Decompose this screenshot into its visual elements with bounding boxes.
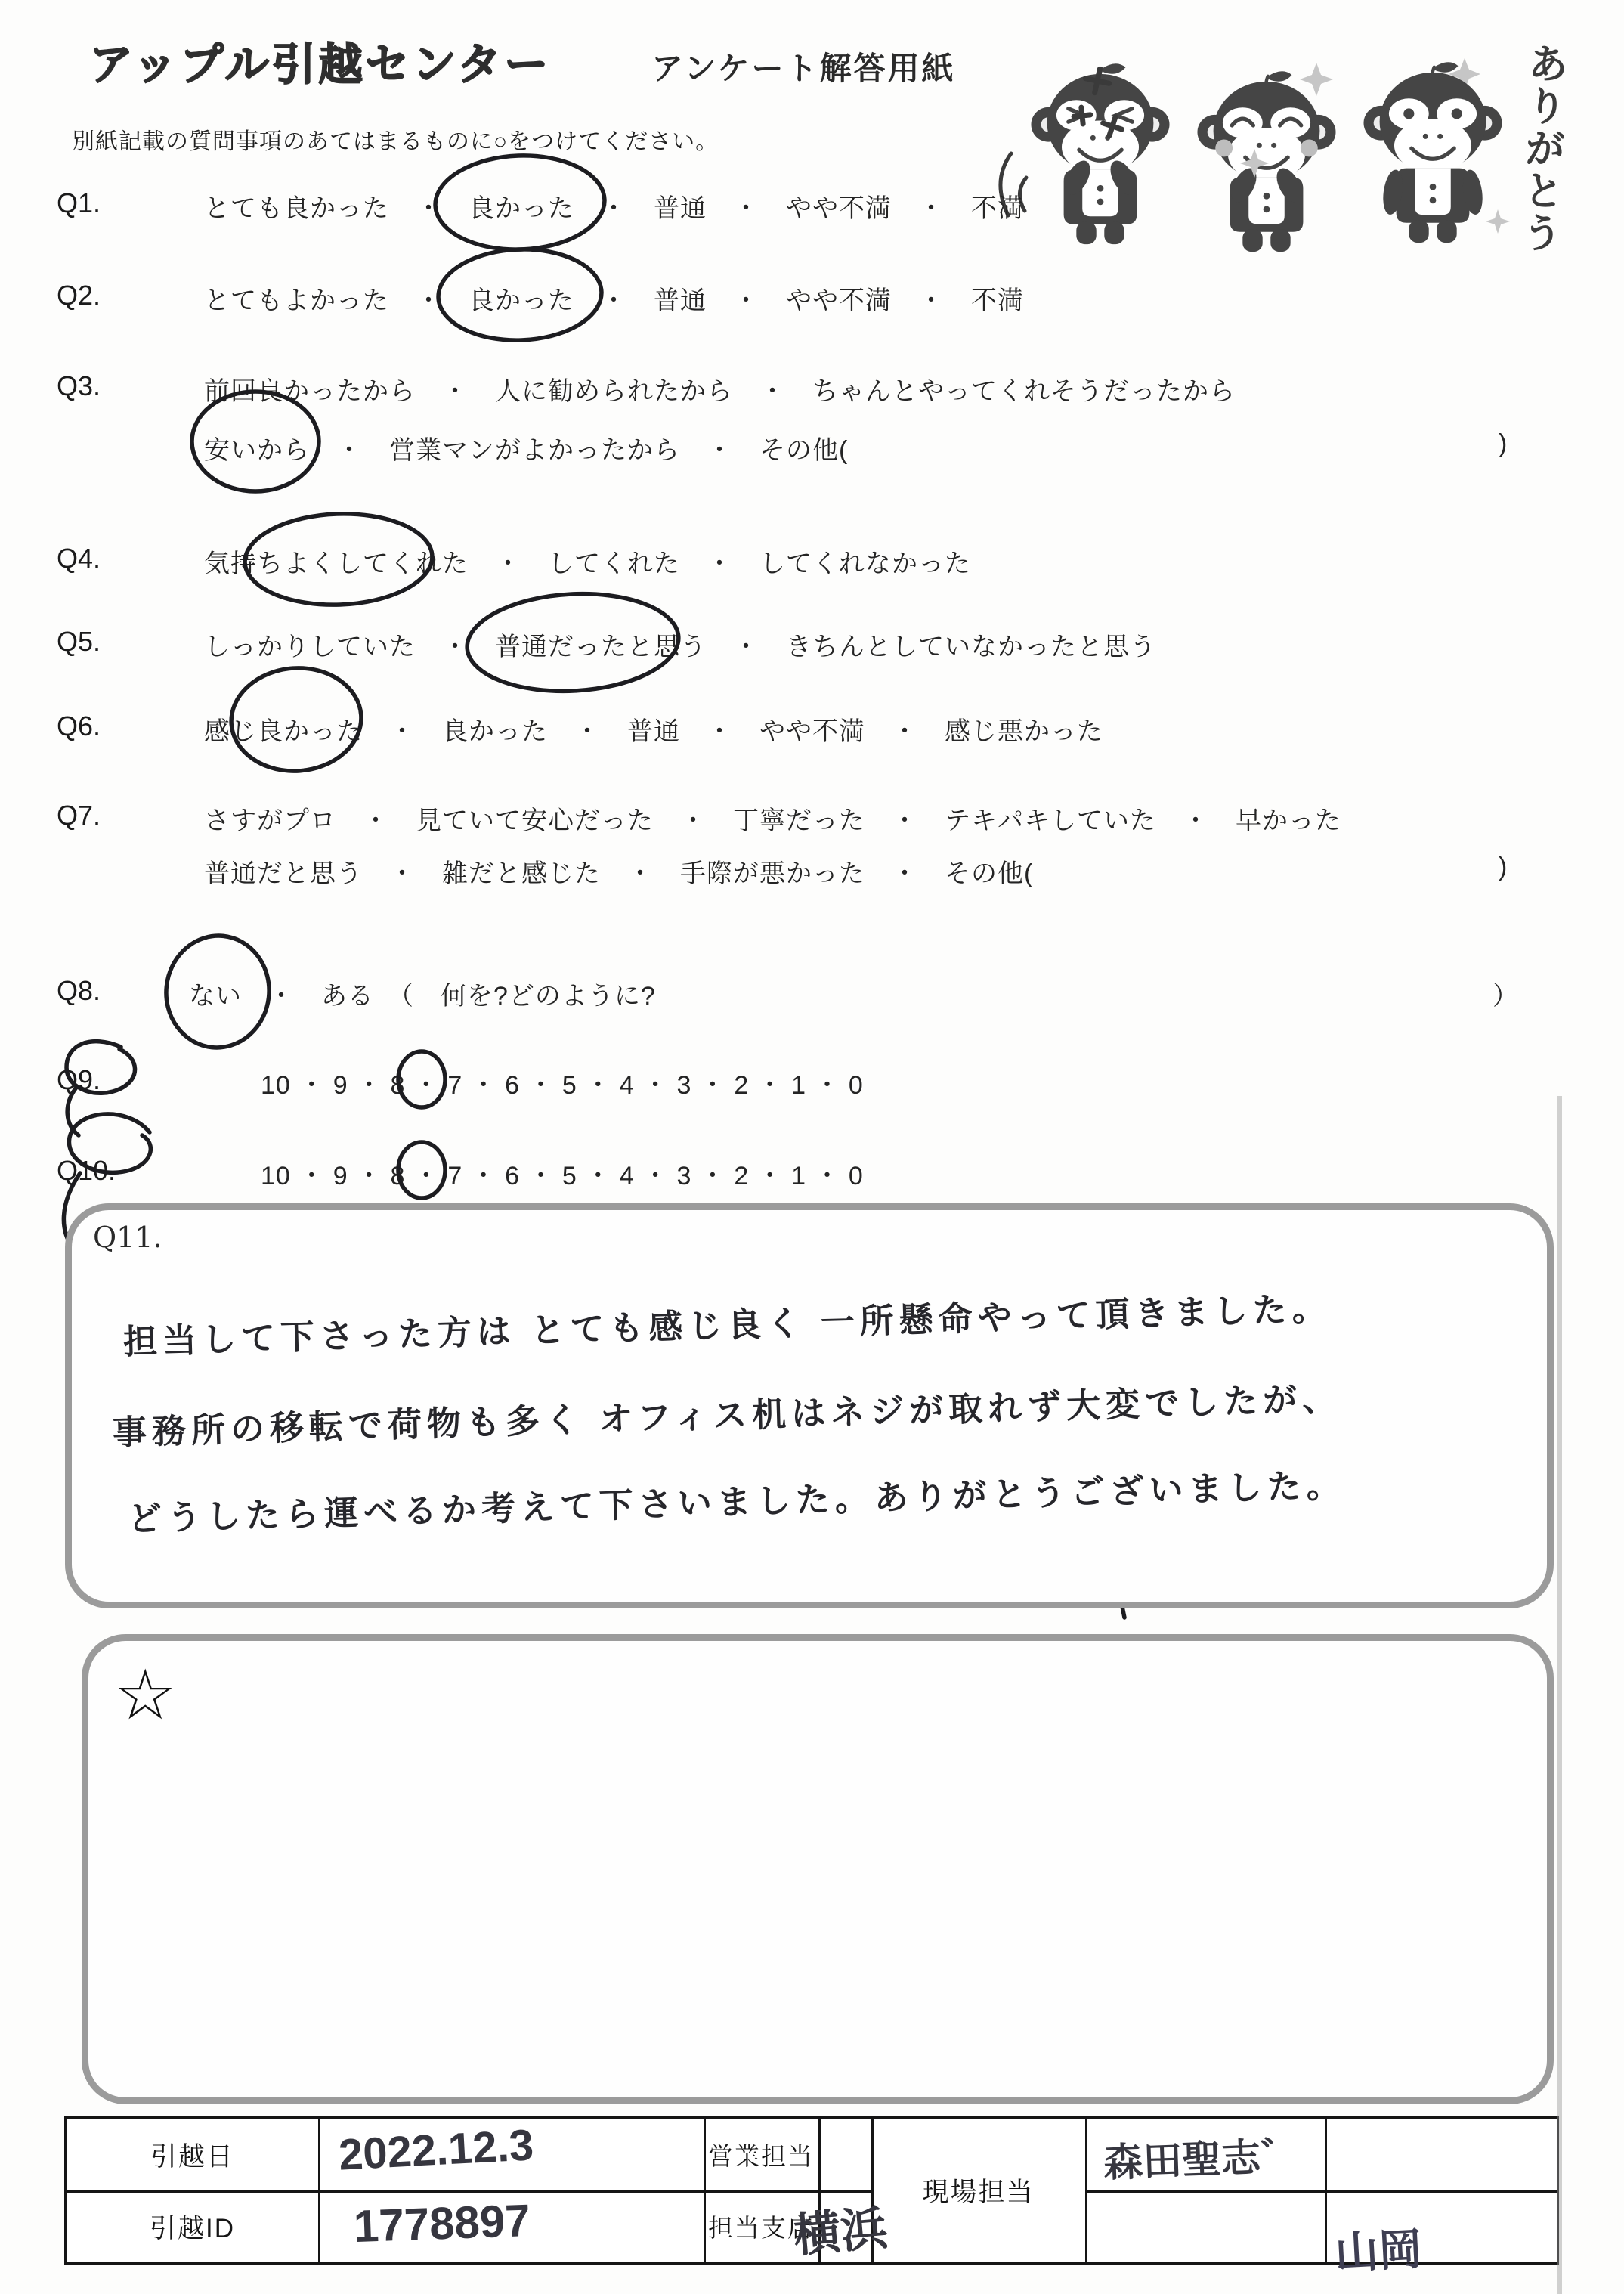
sales-rep-label: 営業担当 [708,2142,814,2170]
q3-options-line1: 前回良かったから ・ 人に勧められたから ・ ちゃんとやってくれそうだったから [204,377,1236,406]
q10-label: Q10. [57,1155,116,1186]
q4-label: Q4. [57,543,101,574]
brand-title: アップル引越センター [89,40,552,89]
q6-options: 感じ良かった ・ 良かった ・ 普通 ・ やや不満 ・ 感じ悪かった [204,717,1103,746]
footer-info-table [64,2116,1559,2278]
monkey-3 [1363,62,1502,243]
q8-options: ない ・ ある （ 何を?どのように? [189,982,656,1011]
q5-label: Q5. [57,626,101,657]
move-date-label: 引越日 [150,2141,234,2172]
branch-label: 担当支店 [708,2214,814,2242]
q4-options: 気持ちよくしてくれた ・ してくれた ・ してくれなかった [204,550,971,578]
q1-options: とても良かった ・ 良かった ・ 普通 ・ やや不満 ・ 不満 [204,194,1024,223]
comment-handwriting-line1: 担当して下さった方は とても感じ良く 一所懸命やって頂きました。 [122,1289,1332,1361]
q7-options-line1: さすがプロ ・ 見ていて安心だった ・ 丁寧だった ・ テキパキしていた ・ 早かった [204,806,1341,835]
move-id-handwritten: 1778897 [352,2194,531,2252]
extra-comment-box [82,1634,1554,2104]
q3-options-line2: 安いから ・ 営業マンがよかったから ・ その他( [204,436,849,465]
move-date-handwritten: 2022.12.3 [337,2120,535,2180]
q7-options-line2: 普通だと思う ・ 雑だと感じた ・ 手際が悪かった ・ その他( [204,859,1034,888]
q6-label: Q6. [57,710,101,741]
q3-close-paren: ) [1499,429,1508,458]
monkey-2 [1197,71,1335,252]
q5-options: しっかりしていた ・ 普通だったと思う ・ きちんとしていなかったと思う [204,633,1156,661]
q9-label: Q9. [57,1064,101,1095]
star-icon: ☆ [114,1657,177,1734]
sales-rep-value [818,2119,871,2190]
table-divider [1085,2190,1557,2193]
site-rep-handwritten: 森田聖志゛ [1103,2135,1301,2186]
form-title: アンケート解答用紙 [651,51,956,86]
comment-handwriting-line2: 事務所の移転で荷物も多く オフィス机はネジが取れず大変でしたが、 [112,1379,1342,1452]
monkey-mascots-illustration [998,26,1587,268]
q1-label: Q1. [57,187,101,218]
signature-handwritten: 山岡 [1333,2224,1424,2278]
q3-label: Q3. [57,370,101,401]
q7-close-paren: ) [1499,853,1508,881]
q2-label: Q2. [57,280,101,311]
thank-you-vertical-text: ありがとう [1515,42,1569,255]
q10-scale: 10 ・ 9 ・ 8 ・ 7 ・ 6 ・ 5 ・ 4 ・ 3 ・ 2 ・ 1 ・ 0 [261,1162,864,1190]
q7-label: Q7. [57,800,101,831]
site-rep-label: 現場担当 [922,2178,1035,2207]
move-id-label: 引越ID [149,2213,235,2243]
comment-handwriting-line3: どうしたら運べるか考えて下さいました。ありがとうございました。 [127,1465,1347,1538]
branch-handwritten: 横浜 [791,2202,890,2263]
monkey-1 [1031,63,1169,244]
q8-close-paren: ） [1493,982,1518,1011]
scan-artifact-edge [1557,1096,1562,2294]
q2-options: とてもよかった ・ 良かった ・ 普通 ・ やや不満 ・ 不満 [204,286,1024,315]
comment-box [65,1203,1554,1608]
q9-scale: 10 ・ 9 ・ 8 ・ 7 ・ 6 ・ 5 ・ 4 ・ 3 ・ 2 ・ 1 ・ 0 [261,1071,864,1100]
instruction-text: 別紙記載の質問事項のあてはまるものに○をつけてください。 [72,129,719,154]
q8-label: Q8. [57,975,101,1006]
q11-label: Q11. [93,1221,162,1254]
